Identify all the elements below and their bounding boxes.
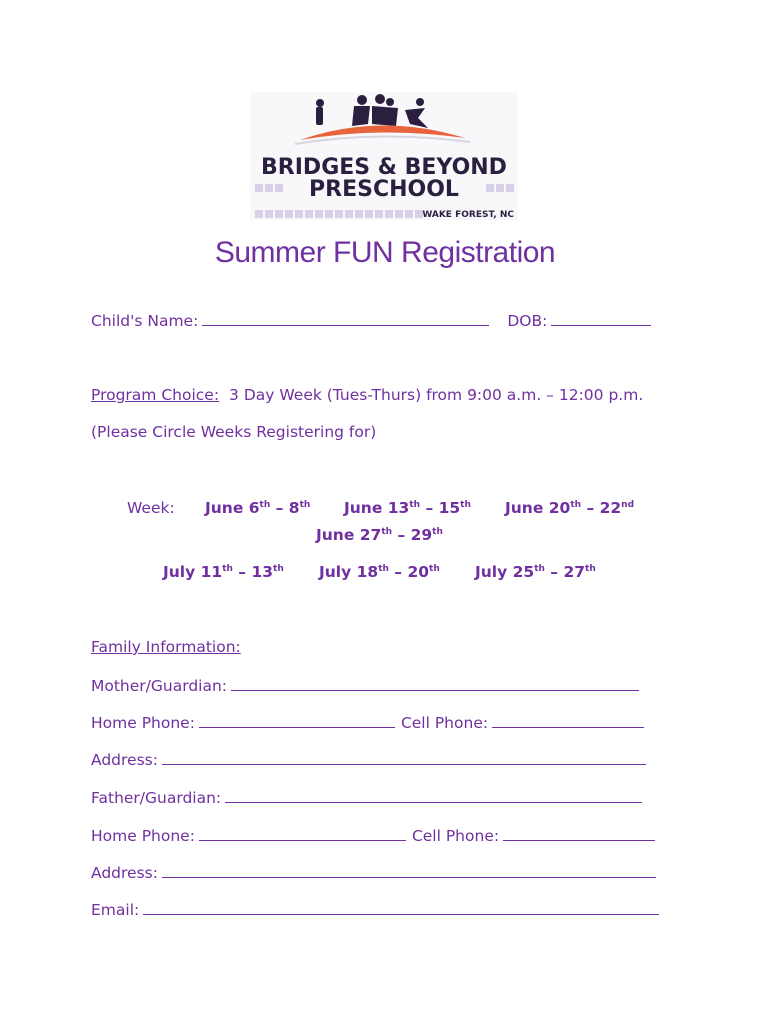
week-option[interactable]: July 25th – 27th	[475, 563, 596, 581]
week-option[interactable]: July 11th – 13th	[163, 563, 284, 581]
address-row-1	[91, 750, 646, 769]
week-start-suffix: th	[409, 499, 421, 510]
mother-field[interactable]	[231, 676, 639, 691]
svg-text:WAKE FOREST, NC: WAKE FOREST, NC	[422, 210, 514, 220]
child-name-label: Child's Name:	[91, 312, 199, 330]
week-start: July 25	[475, 563, 535, 581]
child-name-field[interactable]	[202, 311, 489, 326]
week-start-suffix: th	[534, 563, 545, 574]
week-label: Week:	[127, 499, 175, 517]
week-end-suffix: th	[460, 499, 471, 510]
home-phone-label: Home Phone:	[91, 827, 195, 845]
week-end-suffix: nd	[621, 499, 635, 510]
child-row	[91, 311, 651, 330]
father-field[interactable]	[225, 788, 642, 803]
week-start-suffix: th	[378, 563, 389, 574]
father-label: Father/Guardian:	[91, 789, 222, 807]
week-end-suffix: th	[273, 563, 284, 574]
week-option[interactable]: June 6th – 8th	[205, 499, 311, 517]
week-option[interactable]: July 18th – 20th	[319, 563, 440, 581]
week-option[interactable]: June 13th – 15th	[344, 499, 471, 517]
form-title: Summer FUN Registration	[214, 236, 556, 269]
week-start: June 27	[316, 526, 382, 544]
phone-row-1	[91, 713, 644, 732]
father-row	[91, 788, 642, 807]
week-end: 20	[407, 563, 430, 581]
email-label: Email:	[91, 901, 140, 919]
week-start: July 18	[319, 563, 379, 581]
week-start-suffix: th	[381, 526, 393, 537]
week-end-suffix: th	[432, 526, 443, 537]
week-option[interactable]: June 20th – 22nd	[505, 499, 635, 517]
email-row	[91, 900, 659, 919]
week-end: 27	[563, 563, 586, 581]
week-start-suffix: th	[222, 563, 233, 574]
address-field-1[interactable]	[162, 750, 646, 765]
program-choice-text: 3 Day Week (Tues-Thurs) from 9:00 a.m. – 12:00 p.m.	[229, 386, 644, 404]
home-phone-label: Home Phone:	[91, 714, 195, 732]
phone-row-2	[91, 826, 655, 845]
week-end: 13	[251, 563, 274, 581]
home-phone-field-1[interactable]	[199, 713, 395, 728]
week-end-suffix: th	[299, 499, 311, 510]
week-end: 8	[288, 499, 300, 517]
week-start: June 13	[344, 499, 410, 517]
cell-phone-field-1[interactable]	[492, 713, 644, 728]
week-start: June 20	[505, 499, 571, 517]
preschool-logo	[250, 92, 518, 220]
address-row-2	[91, 863, 656, 882]
week-start: July 11	[163, 563, 223, 581]
week-start: June 6	[205, 499, 260, 517]
dob-label: DOB:	[507, 312, 548, 330]
program-choice-label: Program Choice:	[91, 386, 220, 404]
cell-phone-label: Cell Phone:	[411, 827, 500, 845]
mother-row	[91, 676, 639, 695]
week-end: 29	[410, 526, 433, 544]
svg-text:PRESCHOOL: PRESCHOOL	[309, 177, 459, 202]
week-end-suffix: th	[585, 563, 596, 574]
week-end: 15	[438, 499, 461, 517]
cell-phone-label: Cell Phone:	[400, 714, 489, 732]
week-start-suffix: th	[259, 499, 271, 510]
svg-text:BRIDGES & BEYOND: BRIDGES & BEYOND	[261, 155, 507, 180]
family-info-label: Family Information:	[91, 638, 241, 656]
week-option[interactable]: June 27th – 29th	[316, 526, 443, 544]
address-label: Address:	[91, 751, 158, 769]
circle-note: (Please Circle Weeks Registering for)	[91, 423, 377, 441]
cell-phone-field-2[interactable]	[503, 826, 655, 841]
address-field-2[interactable]	[162, 863, 656, 878]
program-row	[91, 386, 643, 404]
week-end: 22	[599, 499, 622, 517]
home-phone-field-2[interactable]	[199, 826, 406, 841]
week-start-suffix: th	[570, 499, 582, 510]
week-end-suffix: th	[429, 563, 440, 574]
mother-label: Mother/Guardian:	[91, 677, 228, 695]
email-field[interactable]	[143, 900, 659, 915]
address-label: Address:	[91, 864, 158, 882]
dob-field[interactable]	[551, 311, 651, 326]
